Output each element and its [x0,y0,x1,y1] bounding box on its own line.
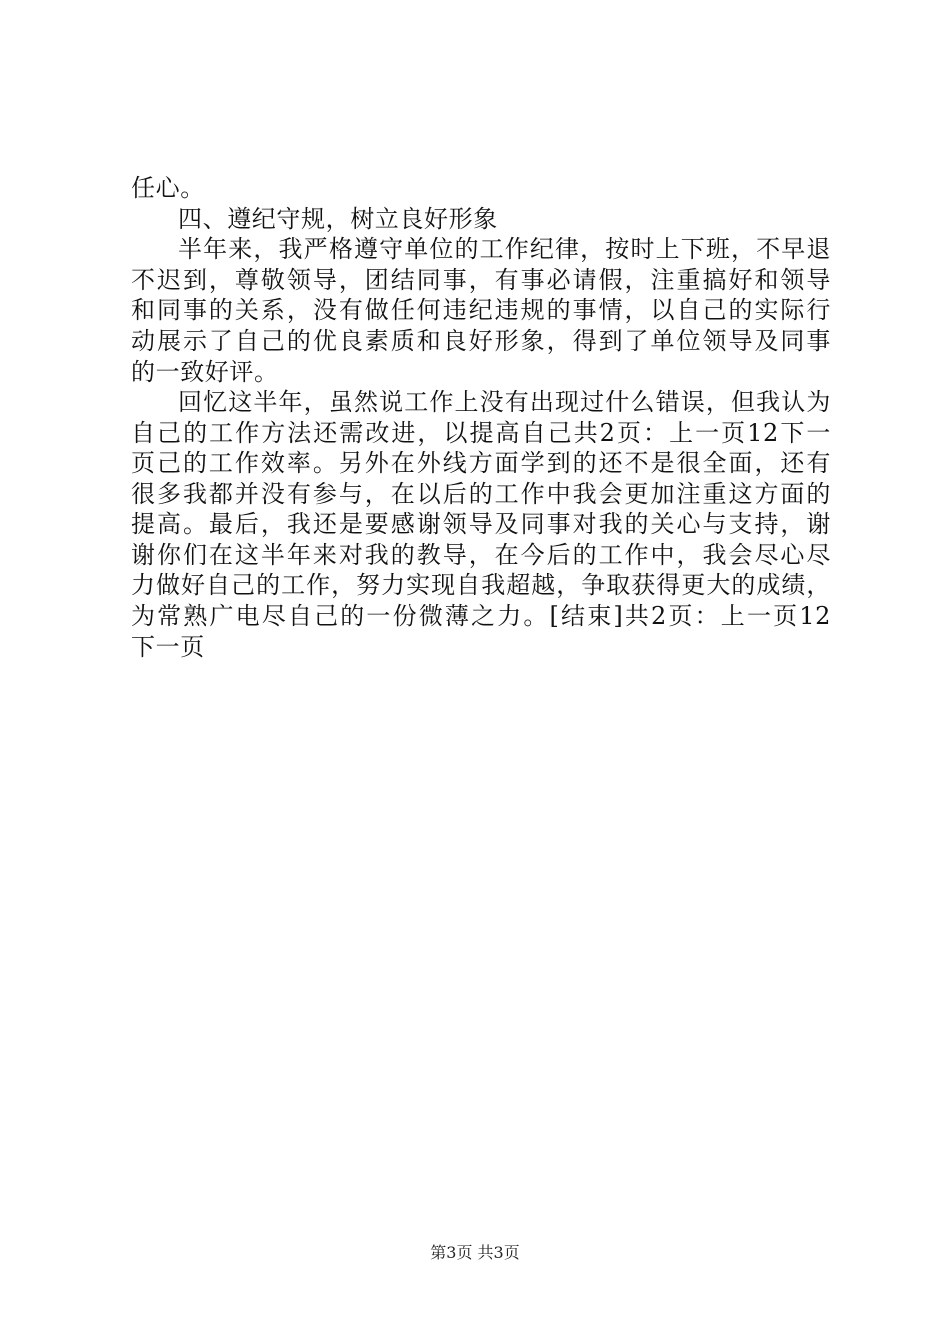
body-line: 下一页 [131,633,205,661]
body-line: 很多我都并没有参与，在以后的工作中我会更加注重这方面的 [131,480,831,508]
body-line: 不迟到，尊敬领导，团结同事，有事必请假，注重搞好和领导 [131,266,831,294]
body-line: 页己的工作效率。另外在外线方面学到的还不是很全面，还有 [131,449,831,477]
body-line: 提高。最后，我还是要感谢领导及同事对我的关心与支持，谢 [131,510,831,538]
body-line: 和同事的关系，没有做任何违纪违规的事情，以自己的实际行 [131,296,831,324]
body-line: 的一致好评。 [131,358,279,386]
body-line: 为常熟广电尽自己的一份微薄之力。[结束]共2页：上一页12 [131,602,831,630]
page-footer: 第3页 共3页 [430,1243,520,1262]
section-heading: 四、遵纪守规，树立良好形象 [178,205,498,233]
body-line: 动展示了自己的优良素质和良好形象，得到了单位领导及同事 [131,327,831,355]
body-line: 力做好自己的工作，努力实现自我超越，争取获得更大的成绩， [131,571,831,599]
body-line: 半年来，我严格遵守单位的工作纪律，按时上下班，不早退 [178,235,831,263]
body-line: 任心。 [131,174,205,202]
body-line: 谢你们在这半年来对我的教导，在今后的工作中，我会尽心尽 [131,541,831,569]
body-line: 回忆这半年，虽然说工作上没有出现过什么错误，但我认为 [178,388,831,416]
body-line: 自己的工作方法还需改进，以提高自己共2页：上一页12下一 [131,419,831,447]
